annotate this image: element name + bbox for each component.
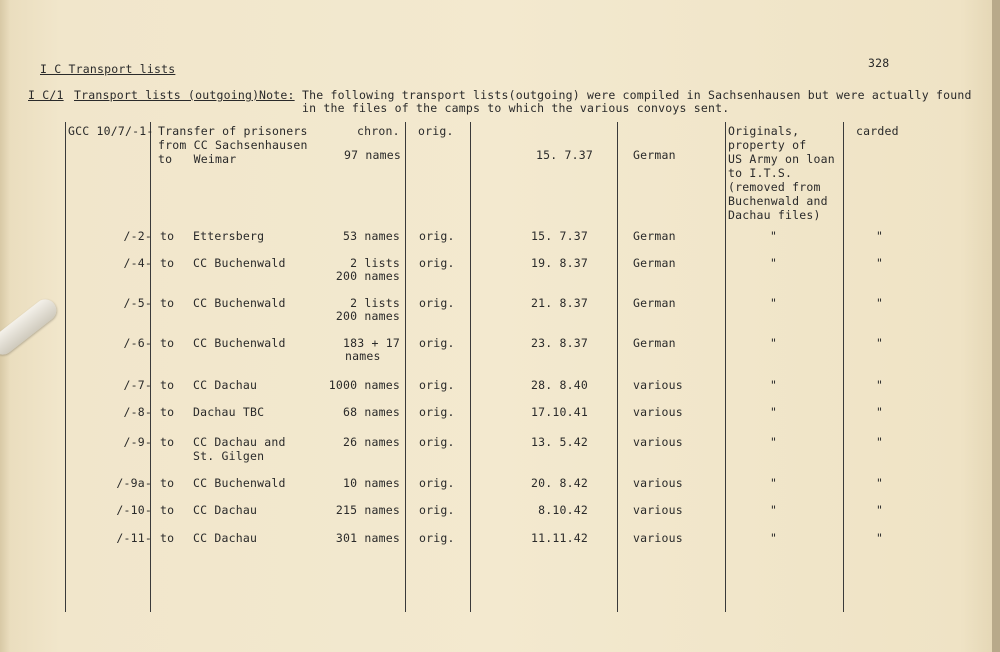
- header-chron: chron.: [357, 124, 400, 138]
- row-count-line-2: 200 names: [335, 269, 400, 283]
- row-date: 28. 8.40: [531, 378, 588, 392]
- header-originals-2: property of: [728, 138, 807, 152]
- row-destination: Dachau TBC: [193, 405, 265, 419]
- row-count: 68 names: [343, 405, 400, 419]
- note-line-2: in the files of the camps to which the various convoys sent.: [302, 101, 730, 115]
- row-orig: orig.: [419, 531, 455, 545]
- row-to: to: [160, 503, 175, 517]
- section-code: I C/1: [28, 88, 64, 102]
- row-language: German: [633, 296, 676, 310]
- row-code: /-4-: [123, 256, 152, 270]
- row-originals-ditto: ": [770, 405, 778, 419]
- row-count: 53 names: [343, 229, 400, 243]
- row-destination: CC Dachau and: [193, 435, 286, 449]
- note-line-1: The following transport lists(outgoing) were compiled in Sachsenhausen but were actually found: [302, 88, 972, 102]
- row-originals-ditto: ": [770, 296, 778, 310]
- row-to: to: [160, 476, 175, 490]
- row-orig: orig.: [419, 256, 455, 270]
- column-rule: [725, 122, 726, 612]
- row-language: various: [633, 476, 683, 490]
- first-row-date: 15. 7.37: [536, 148, 593, 162]
- row-language: various: [633, 531, 683, 545]
- row-destination: Ettersberg: [193, 229, 265, 243]
- header-originals-4: to I.T.S.: [728, 166, 793, 180]
- row-orig: orig.: [419, 378, 455, 392]
- row-code: /-5-: [123, 296, 152, 310]
- row-language: various: [633, 378, 683, 392]
- row-date: 19. 8.37: [531, 256, 588, 270]
- header-originals-5: (removed from: [728, 180, 821, 194]
- row-code: /-2-: [123, 229, 152, 243]
- row-language: German: [633, 256, 676, 270]
- column-rule: [65, 122, 66, 612]
- row-to: to: [160, 256, 175, 270]
- row-count: 1000 names: [328, 378, 400, 392]
- row-code: /-10-: [116, 503, 152, 517]
- row-code: /-11-: [116, 531, 152, 545]
- header-originals-7: Dachau files): [728, 208, 821, 222]
- row-date: 8.10.42: [538, 503, 588, 517]
- row-destination: CC Buchenwald: [193, 296, 286, 310]
- row-to: to: [160, 531, 175, 545]
- row-orig: orig.: [419, 503, 455, 517]
- row-carded-ditto: ": [876, 503, 884, 517]
- page-number: 328: [868, 56, 890, 70]
- row-orig: orig.: [419, 435, 455, 449]
- column-rule: [470, 122, 471, 612]
- row-orig: orig.: [419, 229, 455, 243]
- row-date: 17.10.41: [531, 405, 588, 419]
- row-code: /-7-: [123, 378, 152, 392]
- row-carded-ditto: ": [876, 378, 884, 392]
- first-row-desc-2: from CC Sachsenhausen: [158, 138, 308, 152]
- row-destination-line-2: St. Gilgen: [193, 449, 265, 463]
- section-title: Transport lists (outgoing): [74, 88, 260, 102]
- row-code: /-9a-: [116, 476, 152, 490]
- row-count-line-2: 200 names: [335, 309, 400, 323]
- row-count: 2 lists: [350, 296, 400, 310]
- column-rule: [843, 122, 844, 612]
- column-rule: [405, 122, 406, 612]
- row-destination: CC Buchenwald: [193, 476, 286, 490]
- row-destination: CC Dachau: [193, 378, 258, 392]
- page-heading: I C Transport lists: [40, 62, 176, 76]
- row-originals-ditto: ": [770, 256, 778, 270]
- row-destination: CC Dachau: [193, 503, 258, 517]
- row-carded-ditto: ": [876, 531, 884, 545]
- row-orig: orig.: [419, 336, 455, 350]
- row-originals-ditto: ": [770, 476, 778, 490]
- row-date: 13. 5.42: [531, 435, 588, 449]
- row-code: /-9-: [123, 435, 152, 449]
- row-orig: orig.: [419, 296, 455, 310]
- header-originals-1: Originals,: [728, 124, 800, 138]
- row-count: 215 names: [335, 503, 400, 517]
- row-carded-ditto: ": [876, 405, 884, 419]
- row-language: various: [633, 435, 683, 449]
- first-row-desc-1: Transfer of prisoners: [158, 124, 308, 138]
- row-count: 183 + 17: [343, 336, 400, 350]
- row-destination: CC Buchenwald: [193, 256, 286, 270]
- column-rule: [617, 122, 618, 612]
- row-date: 21. 8.37: [531, 296, 588, 310]
- row-carded-ditto: ": [876, 256, 884, 270]
- row-destination: CC Dachau: [193, 531, 258, 545]
- row-originals-ditto: ": [770, 435, 778, 449]
- row-carded-ditto: ": [876, 476, 884, 490]
- row-carded-ditto: ": [876, 229, 884, 243]
- header-originals-3: US Army on loan: [728, 152, 835, 166]
- row-date: 11.11.42: [531, 531, 588, 545]
- row-date: 23. 8.37: [531, 336, 588, 350]
- row-language: German: [633, 229, 676, 243]
- row-carded-ditto: ": [876, 435, 884, 449]
- row-language: German: [633, 336, 676, 350]
- row-count: 301 names: [335, 531, 400, 545]
- row-to: to: [160, 378, 175, 392]
- row-code: /-8-: [123, 405, 152, 419]
- row-count: 26 names: [343, 435, 400, 449]
- row-orig: orig.: [419, 476, 455, 490]
- row-to: to: [160, 229, 175, 243]
- row-destination: CC Buchenwald: [193, 336, 286, 350]
- first-row-desc-3: to Weimar: [158, 152, 237, 166]
- row-language: various: [633, 503, 683, 517]
- row-to: to: [160, 336, 175, 350]
- row-originals-ditto: ": [770, 378, 778, 392]
- row-count: 10 names: [343, 476, 400, 490]
- header-originals-6: Buchenwald and: [728, 194, 828, 208]
- row-to: to: [160, 405, 175, 419]
- row-count: 2 lists: [350, 256, 400, 270]
- header-orig: orig.: [418, 124, 454, 138]
- row-count-line-2: names: [345, 349, 381, 363]
- note-label: Note:: [259, 88, 295, 102]
- row-date: 20. 8.42: [531, 476, 588, 490]
- first-row-language: German: [633, 148, 676, 162]
- first-row-code: GCC 10/7/-1-: [68, 124, 154, 138]
- first-row-count: 97 names: [344, 148, 401, 162]
- row-code: /-6-: [123, 336, 152, 350]
- row-date: 15. 7.37: [531, 229, 588, 243]
- row-to: to: [160, 296, 175, 310]
- row-carded-ditto: ": [876, 296, 884, 310]
- row-originals-ditto: ": [770, 229, 778, 243]
- row-to: to: [160, 435, 175, 449]
- page-edge-right: [992, 0, 1000, 652]
- row-originals-ditto: ": [770, 531, 778, 545]
- row-orig: orig.: [419, 405, 455, 419]
- row-language: various: [633, 405, 683, 419]
- row-originals-ditto: ": [770, 503, 778, 517]
- row-originals-ditto: ": [770, 336, 778, 350]
- row-carded-ditto: ": [876, 336, 884, 350]
- header-carded: carded: [856, 124, 899, 138]
